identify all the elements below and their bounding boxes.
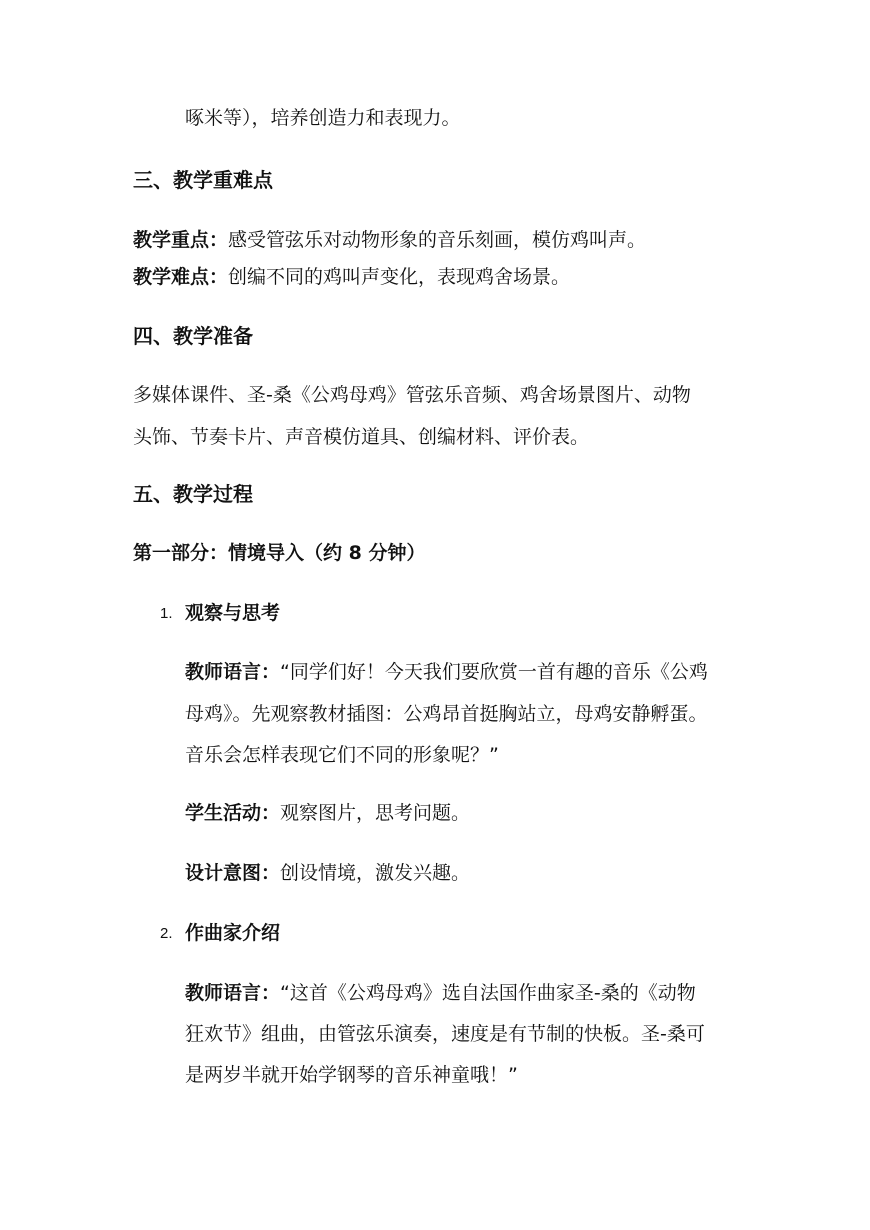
item1-design-label: 设计意图： [185, 862, 281, 884]
item1-student-text: 观察图片，思考问题。 [280, 802, 471, 824]
item1-student-label: 学生活动： [185, 802, 281, 824]
item2-teacher-line-2: 狂欢节》组曲，由管弦乐演奏，速度是有节制的快板。圣-桑可 [185, 1023, 705, 1045]
item2-number: 2. [160, 925, 173, 942]
item1-design-row [185, 861, 470, 885]
preparation-line-1: 多媒体课件、圣-桑《公鸡母鸡》管弦乐音频、鸡舍场景图片、动物 [133, 384, 691, 406]
part1-heading: 第一部分：情境导入（约 8 分钟） [133, 542, 426, 564]
section4-heading: 四、教学准备 [133, 324, 253, 348]
item2-teacher-row [185, 981, 696, 1005]
item1-teacher-line-2: 母鸡》。先观察教材插图：公鸡昂首挺胸站立，母鸡安静孵蛋。 [185, 703, 708, 725]
item2-teacher-line-3: 是两岁半就开始学钢琴的音乐神童哦！” [185, 1064, 518, 1086]
key-point-label: 教学重点： [133, 229, 229, 251]
item1-teacher-line-3: 音乐会怎样表现它们不同的形象呢？” [185, 744, 499, 766]
section5-heading: 五、教学过程 [133, 482, 253, 506]
intro-tail-text: 啄米等），培养创造力和表现力。 [185, 107, 461, 129]
item2-title: 作曲家介绍 [185, 922, 281, 944]
item1-teacher-line-1: “同学们好！今天我们要欣赏一首有趣的音乐《公鸡 [280, 661, 708, 683]
item1-design-text: 创设情境，激发兴趣。 [280, 862, 471, 884]
section3-heading: 三、教学重难点 [133, 168, 273, 192]
item1-teacher-row [185, 660, 708, 684]
difficulty-label: 教学难点： [133, 266, 229, 288]
item2-teacher-label: 教师语言： [185, 982, 281, 1004]
item1-number: 1. [160, 605, 173, 622]
key-point-text: 感受管弦乐对动物形象的音乐刻画，模仿鸡叫声。 [228, 229, 647, 251]
preparation-line-2: 头饰、节奏卡片、声音模仿道具、创编材料、评价表。 [133, 426, 590, 448]
item2-teacher-line-1: “这首《公鸡母鸡》选自法国作曲家圣-桑的《动物 [280, 982, 696, 1004]
difficulty-text: 创编不同的鸡叫声变化，表现鸡舍场景。 [228, 266, 571, 288]
item1-student-row [185, 801, 470, 825]
key-point-row [133, 228, 646, 252]
difficulty-row [133, 265, 570, 289]
item1-teacher-label: 教师语言： [185, 661, 281, 683]
item1-title: 观察与思考 [185, 602, 281, 624]
